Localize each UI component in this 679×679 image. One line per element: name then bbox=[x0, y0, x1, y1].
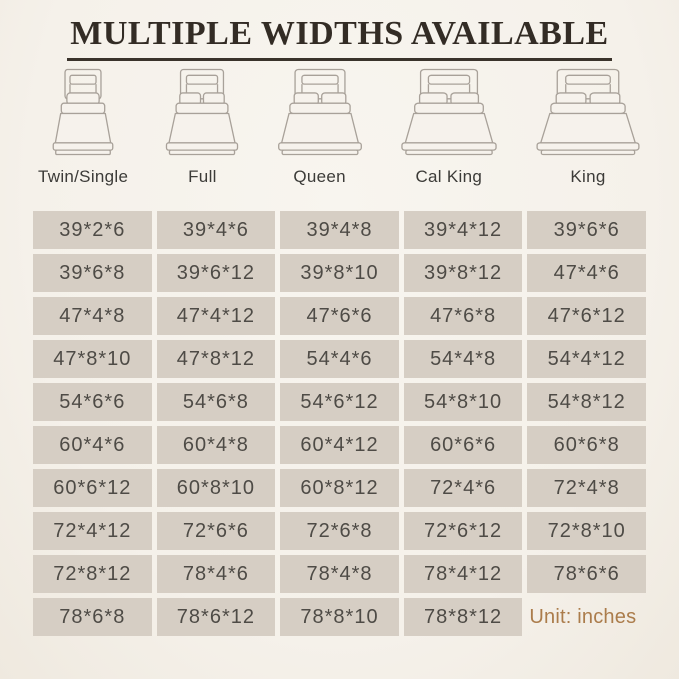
size-cell: 78*6*6 bbox=[527, 555, 646, 593]
size-cell: 47*4*8 bbox=[33, 297, 152, 335]
size-cell: 47*4*6 bbox=[527, 254, 646, 292]
bed-queen-icon bbox=[277, 68, 363, 156]
bed-label-twin: Twin/Single bbox=[38, 167, 129, 186]
size-cell: 78*8*10 bbox=[280, 598, 399, 636]
bed-twin-icon bbox=[52, 68, 114, 156]
size-cell: 39*4*12 bbox=[404, 211, 523, 249]
size-cell: 47*8*12 bbox=[157, 340, 276, 378]
size-cell: 39*6*12 bbox=[157, 254, 276, 292]
size-cell: 78*6*8 bbox=[33, 598, 152, 636]
size-cell: 60*8*10 bbox=[157, 469, 276, 507]
size-cell: 72*6*8 bbox=[280, 512, 399, 550]
size-cell: 72*8*10 bbox=[527, 512, 646, 550]
size-cell: 60*6*6 bbox=[404, 426, 523, 464]
unit-label: Unit: inches bbox=[529, 605, 637, 628]
size-cell: 39*6*6 bbox=[527, 211, 646, 249]
size-cell: 72*4*12 bbox=[33, 512, 152, 550]
size-cell: 72*8*12 bbox=[33, 555, 152, 593]
size-cell: 47*8*10 bbox=[33, 340, 152, 378]
size-cell: 54*6*6 bbox=[33, 383, 152, 421]
bed-label-cal-king: Cal King bbox=[415, 167, 483, 186]
bed-column-twin bbox=[38, 68, 128, 187]
size-cell: 72*6*6 bbox=[157, 512, 276, 550]
size-cell: 78*4*6 bbox=[157, 555, 276, 593]
size-cell: 60*6*12 bbox=[33, 469, 152, 507]
size-cell: 72*4*6 bbox=[404, 469, 523, 507]
size-cell: 60*4*6 bbox=[33, 426, 152, 464]
size-cell: 60*4*12 bbox=[280, 426, 399, 464]
page-title: MULTIPLE WIDTHS AVAILABLE bbox=[67, 15, 611, 61]
bed-column-king bbox=[535, 68, 641, 187]
bed-label-full: Full bbox=[188, 167, 217, 186]
size-cell: 72*4*8 bbox=[527, 469, 646, 507]
bed-column-full bbox=[165, 68, 239, 187]
size-cell: 39*4*8 bbox=[280, 211, 399, 249]
size-cell: 54*4*8 bbox=[404, 340, 523, 378]
bed-column-cal-king bbox=[400, 68, 498, 187]
size-cell: 78*6*12 bbox=[157, 598, 276, 636]
bed-full-icon bbox=[165, 68, 239, 156]
size-cell: 78*8*12 bbox=[404, 598, 523, 636]
bed-king-icon bbox=[535, 68, 641, 156]
size-cell: 54*8*10 bbox=[404, 383, 523, 421]
size-cell: 78*4*12 bbox=[404, 555, 523, 593]
size-cell: 39*2*6 bbox=[33, 211, 152, 249]
size-cell: 47*4*12 bbox=[157, 297, 276, 335]
size-cell: 54*6*12 bbox=[280, 383, 399, 421]
bed-column-queen bbox=[277, 68, 363, 187]
bed-label-king: King bbox=[570, 167, 606, 186]
size-cell: 60*6*8 bbox=[527, 426, 646, 464]
size-cell: 78*4*8 bbox=[280, 555, 399, 593]
size-cell: 72*6*12 bbox=[404, 512, 523, 550]
size-cell: 47*6*12 bbox=[527, 297, 646, 335]
size-cell: 47*6*8 bbox=[404, 297, 523, 335]
bed-label-queen: Queen bbox=[293, 167, 346, 186]
size-table bbox=[33, 211, 646, 636]
size-cell: 60*4*8 bbox=[157, 426, 276, 464]
size-cell: 60*8*12 bbox=[280, 469, 399, 507]
size-cell: 54*4*12 bbox=[527, 340, 646, 378]
size-cell: 39*6*8 bbox=[33, 254, 152, 292]
bed-cal-king-icon bbox=[400, 68, 498, 156]
size-cell: 47*6*6 bbox=[280, 297, 399, 335]
size-cell: 39*8*10 bbox=[280, 254, 399, 292]
size-cell: 54*6*8 bbox=[157, 383, 276, 421]
size-cell: 54*4*6 bbox=[280, 340, 399, 378]
header bbox=[0, 0, 679, 61]
bed-size-illustrations bbox=[0, 61, 679, 187]
size-cell: 54*8*12 bbox=[527, 383, 646, 421]
size-cell: 39*4*6 bbox=[157, 211, 276, 249]
size-cell: 39*8*12 bbox=[404, 254, 523, 292]
